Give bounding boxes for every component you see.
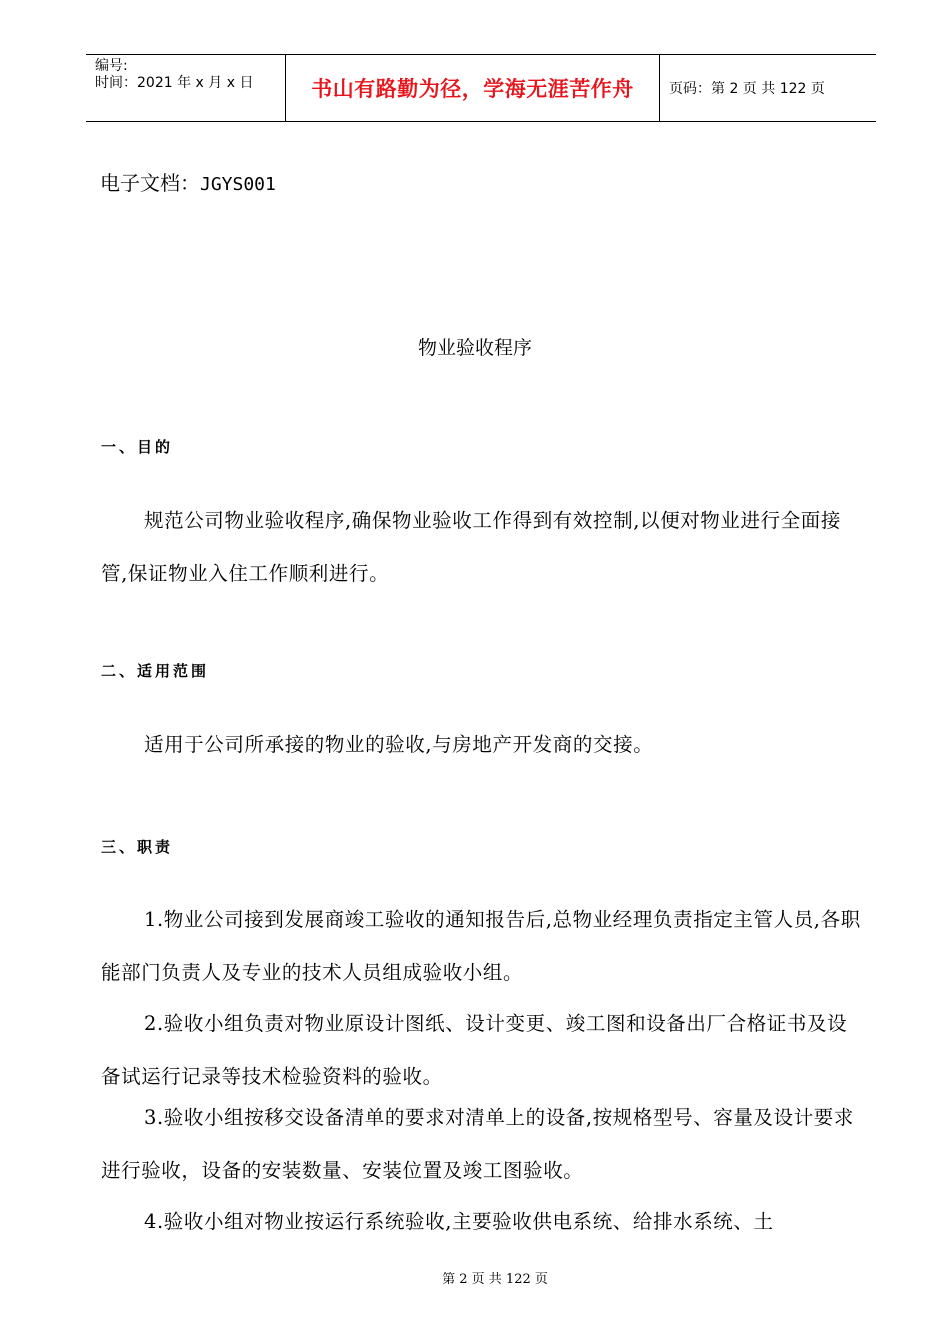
section-heading-duties: 三、职责	[101, 838, 174, 856]
section-paragraph: 适用于公司所承接的物业的验收,与房地产开发商的交接。	[144, 733, 654, 756]
header-meta-cell	[86, 55, 286, 121]
doc-id	[100, 167, 276, 196]
section-paragraph: 规范公司物业验收程序,确保物业验收工作得到有效控制,以便对物业进行全面接管,保证物业入住工作顺利进行。	[101, 509, 841, 585]
page-footer: 第 2 页 共 122 页	[442, 1272, 548, 1287]
duty-item-4: 4.验收小组对物业按运行系统验收,主要验收供电系统、给排水系统、土	[144, 1210, 774, 1233]
duty-item-2: 2.验收小组负责对物业原设计图纸、设计变更、竣工图和设备出厂合格证书及设备试运行记录等技术检验资料的验收。	[101, 1012, 848, 1088]
duty-item-1: 1.物业公司接到发展商竣工验收的通知报告后,总物业经理负责指定主管人员,各职能部门负责人及专业的技术人员组成验收小组。	[101, 908, 861, 984]
doc-id-label: 电子文档：	[100, 171, 200, 195]
duty-item-3: 3.验收小组按移交设备清单的要求对清单上的设备,按规格型号、容量及设计要求进行验收，设备的安装数量、安装位置及竣工图验收。	[101, 1106, 855, 1182]
section-heading-purpose: 一、目的	[101, 438, 174, 456]
section-heading-scope: 二、适用范围	[101, 662, 210, 680]
doc-id-code: JGYS001	[200, 174, 276, 195]
header-motto: 书山有路勤为径，学海无涯苦作舟	[286, 55, 660, 121]
number-label: 编号:	[95, 58, 128, 74]
header-table	[86, 54, 876, 122]
time-label: 时间：2021 年 x 月 x 日	[95, 75, 254, 91]
page-title: 物业验收程序	[417, 337, 532, 359]
header-page-info: 页码：第 2 页 共 122 页	[669, 81, 825, 97]
